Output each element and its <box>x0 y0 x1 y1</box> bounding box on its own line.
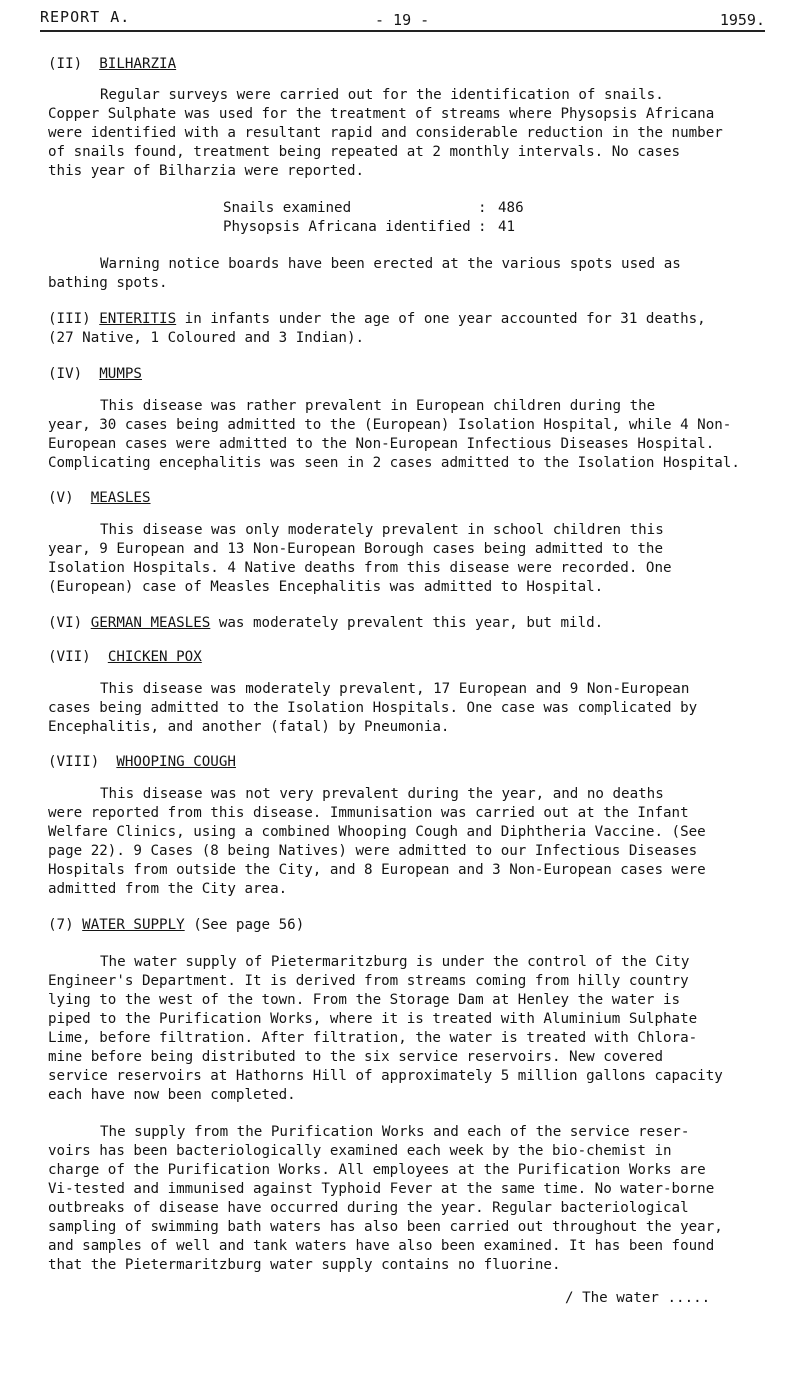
snail-table-row <box>223 199 524 218</box>
section-number: (IV) <box>48 366 83 382</box>
paragraph-line: Welfare Clinics, using a combined Whooping Cough and Diphtheria Vaccine. (See <box>48 824 706 840</box>
section-title: MUMPS <box>99 366 142 382</box>
paragraph-line: This disease was moderately prevalent, 17 European and 9 Non-European <box>100 681 690 697</box>
section-heading-whooping-cough <box>48 753 236 772</box>
section-heading-water-supply <box>48 916 304 935</box>
paragraph-line: sampling of swimming bath waters has also been carried out throughout the year, <box>48 1219 723 1235</box>
paragraph-line: The water supply of Pietermaritzburg is under the control of the City <box>100 954 690 970</box>
paragraph-line: outbreaks of disease have occurred during the year. Regular bacteriological <box>48 1200 689 1216</box>
section-number: (V) <box>48 490 74 506</box>
paragraph-line: Engineer's Department. It is derived from streams coming from hilly country <box>48 973 689 989</box>
section-title: ENTERITIS <box>99 311 177 327</box>
section-inline-text: (See page 56) <box>184 917 305 933</box>
paragraph-line: The supply from the Purification Works and each of the service reser- <box>100 1124 690 1140</box>
paragraph-line: (27 Native, 1 Coloured and 3 Indian). <box>48 330 365 346</box>
paragraph-line: this year of Bilharzia were reported. <box>48 163 365 179</box>
section-title: WATER SUPPLY <box>82 917 185 933</box>
paragraph-line: admitted from the City area. <box>48 881 288 897</box>
paragraph-line: This disease was rather prevalent in European children during the <box>100 398 656 414</box>
paragraph-line: page 22). 9 Cases (8 being Natives) were admitted to our Infectious Diseases <box>48 843 698 859</box>
section-title: WHOOPING COUGH <box>116 754 236 770</box>
section-title: BILHARZIA <box>99 56 177 72</box>
row-value: 41 <box>498 219 516 235</box>
section-number: (II) <box>48 56 83 72</box>
paragraph-line: Lime, before filtration. After filtration, the water is treated with Chlora- <box>48 1030 698 1046</box>
section-title: GERMAN MEASLES <box>90 615 211 631</box>
paragraph-line: cases being admitted to the Isolation Hospitals. One case was complicated by <box>48 700 698 716</box>
section-title: MEASLES <box>90 490 151 506</box>
paragraph-line: This disease was not very prevalent during the year, and no deaths <box>100 786 664 802</box>
row-separator: : <box>478 219 487 235</box>
paragraph-line: (European) case of Measles Encephalitis was admitted to Hospital. <box>48 579 604 595</box>
row-value: 486 <box>498 200 524 216</box>
paragraph-line: Warning notice boards have been erected at the various spots used as <box>100 256 681 272</box>
section-number: (III) <box>48 311 91 327</box>
section-number: (VII) <box>48 649 91 665</box>
paragraph-line: mine before being distributed to the six service reservoirs. New covered <box>48 1049 663 1065</box>
snail-table-row <box>223 218 515 237</box>
section-inline-text: was moderately prevalent this year, but mild. <box>210 615 604 631</box>
paragraph-line: service reservoirs at Hathorns Hill of approximately 5 million gallons capacity <box>48 1068 723 1084</box>
section-number: (7) <box>48 917 74 933</box>
section-number: (VIII) <box>48 754 100 770</box>
paragraph-line: of snails found, treatment being repeated at 2 monthly intervals. No cases <box>48 144 681 160</box>
paragraph-line: charge of the Purification Works. All employees at the Purification Works are <box>48 1162 706 1178</box>
paragraph-line: Copper Sulphate was used for the treatment of streams where Physopsis Africana <box>48 106 715 122</box>
paragraph-line: Encephalitis, and another (fatal) by Pneumonia. <box>48 719 450 735</box>
paragraph-line: year, 30 cases being admitted to the (European) Isolation Hospital, while 4 Non- <box>48 417 732 433</box>
section-heading-bilharzia <box>48 55 176 74</box>
paragraph-line: Vi-tested and immunised against Typhoid Fever at the same time. No water-borne <box>48 1181 715 1197</box>
section-heading-german-measles <box>48 614 603 633</box>
paragraph-line: Complicating encephalitis was seen in 2 cases admitted to the Isolation Hospital. <box>48 455 740 471</box>
section-heading-mumps <box>48 365 142 384</box>
row-label: Physopsis Africana identified <box>223 219 471 235</box>
report-year: 1959. <box>719 11 765 29</box>
section-title: CHICKEN POX <box>107 649 202 665</box>
paragraph-line: Hospitals from outside the City, and 8 European and 3 Non-European cases were <box>48 862 706 878</box>
paragraph-line: were identified with a resultant rapid and considerable reduction in the number <box>48 125 723 141</box>
paragraph-line: and samples of well and tank waters have also been examined. It has been found <box>48 1238 715 1254</box>
section-heading-measles <box>48 489 151 508</box>
section-heading-enteritis <box>48 310 706 329</box>
catchword: / The water ..... <box>565 1290 711 1306</box>
section-number: (VI) <box>48 615 83 631</box>
row-separator: : <box>478 200 487 216</box>
section-inline-text: in infants under the age of one year accounted for 31 deaths, <box>176 311 706 327</box>
section-heading-chicken-pox <box>48 648 202 667</box>
row-label: Snails examined <box>223 200 352 216</box>
paragraph-line: year, 9 European and 13 Non-European Borough cases being admitted to the <box>48 541 663 557</box>
paragraph-line: Regular surveys were carried out for the identification of snails. <box>100 87 664 103</box>
header-rule <box>40 30 765 32</box>
paragraph-line: European cases were admitted to the Non-European Infectious Diseases Hospital. <box>48 436 715 452</box>
paragraph-line: lying to the west of the town. From the Storage Dam at Henley the water is <box>48 992 681 1008</box>
paragraph-line: were reported from this disease. Immunisation was carried out at the Infant <box>48 805 689 821</box>
paragraph-line: bathing spots. <box>48 275 168 291</box>
paragraph-line: This disease was only moderately prevalent in school children this <box>100 522 664 538</box>
paragraph-line: that the Pietermaritzburg water supply contains no fluorine. <box>48 1257 561 1273</box>
paragraph-line: piped to the Purification Works, where it is treated with Aluminium Sulphate <box>48 1011 698 1027</box>
page-number: - 19 - <box>375 11 430 29</box>
paragraph-line: each have now been completed. <box>48 1087 296 1103</box>
paragraph-line: voirs has been bacteriologically examined each week by the bio-chemist in <box>48 1143 672 1159</box>
report-label: REPORT A. <box>40 8 131 26</box>
paragraph-line: Isolation Hospitals. 4 Native deaths from this disease were recorded. One <box>48 560 672 576</box>
